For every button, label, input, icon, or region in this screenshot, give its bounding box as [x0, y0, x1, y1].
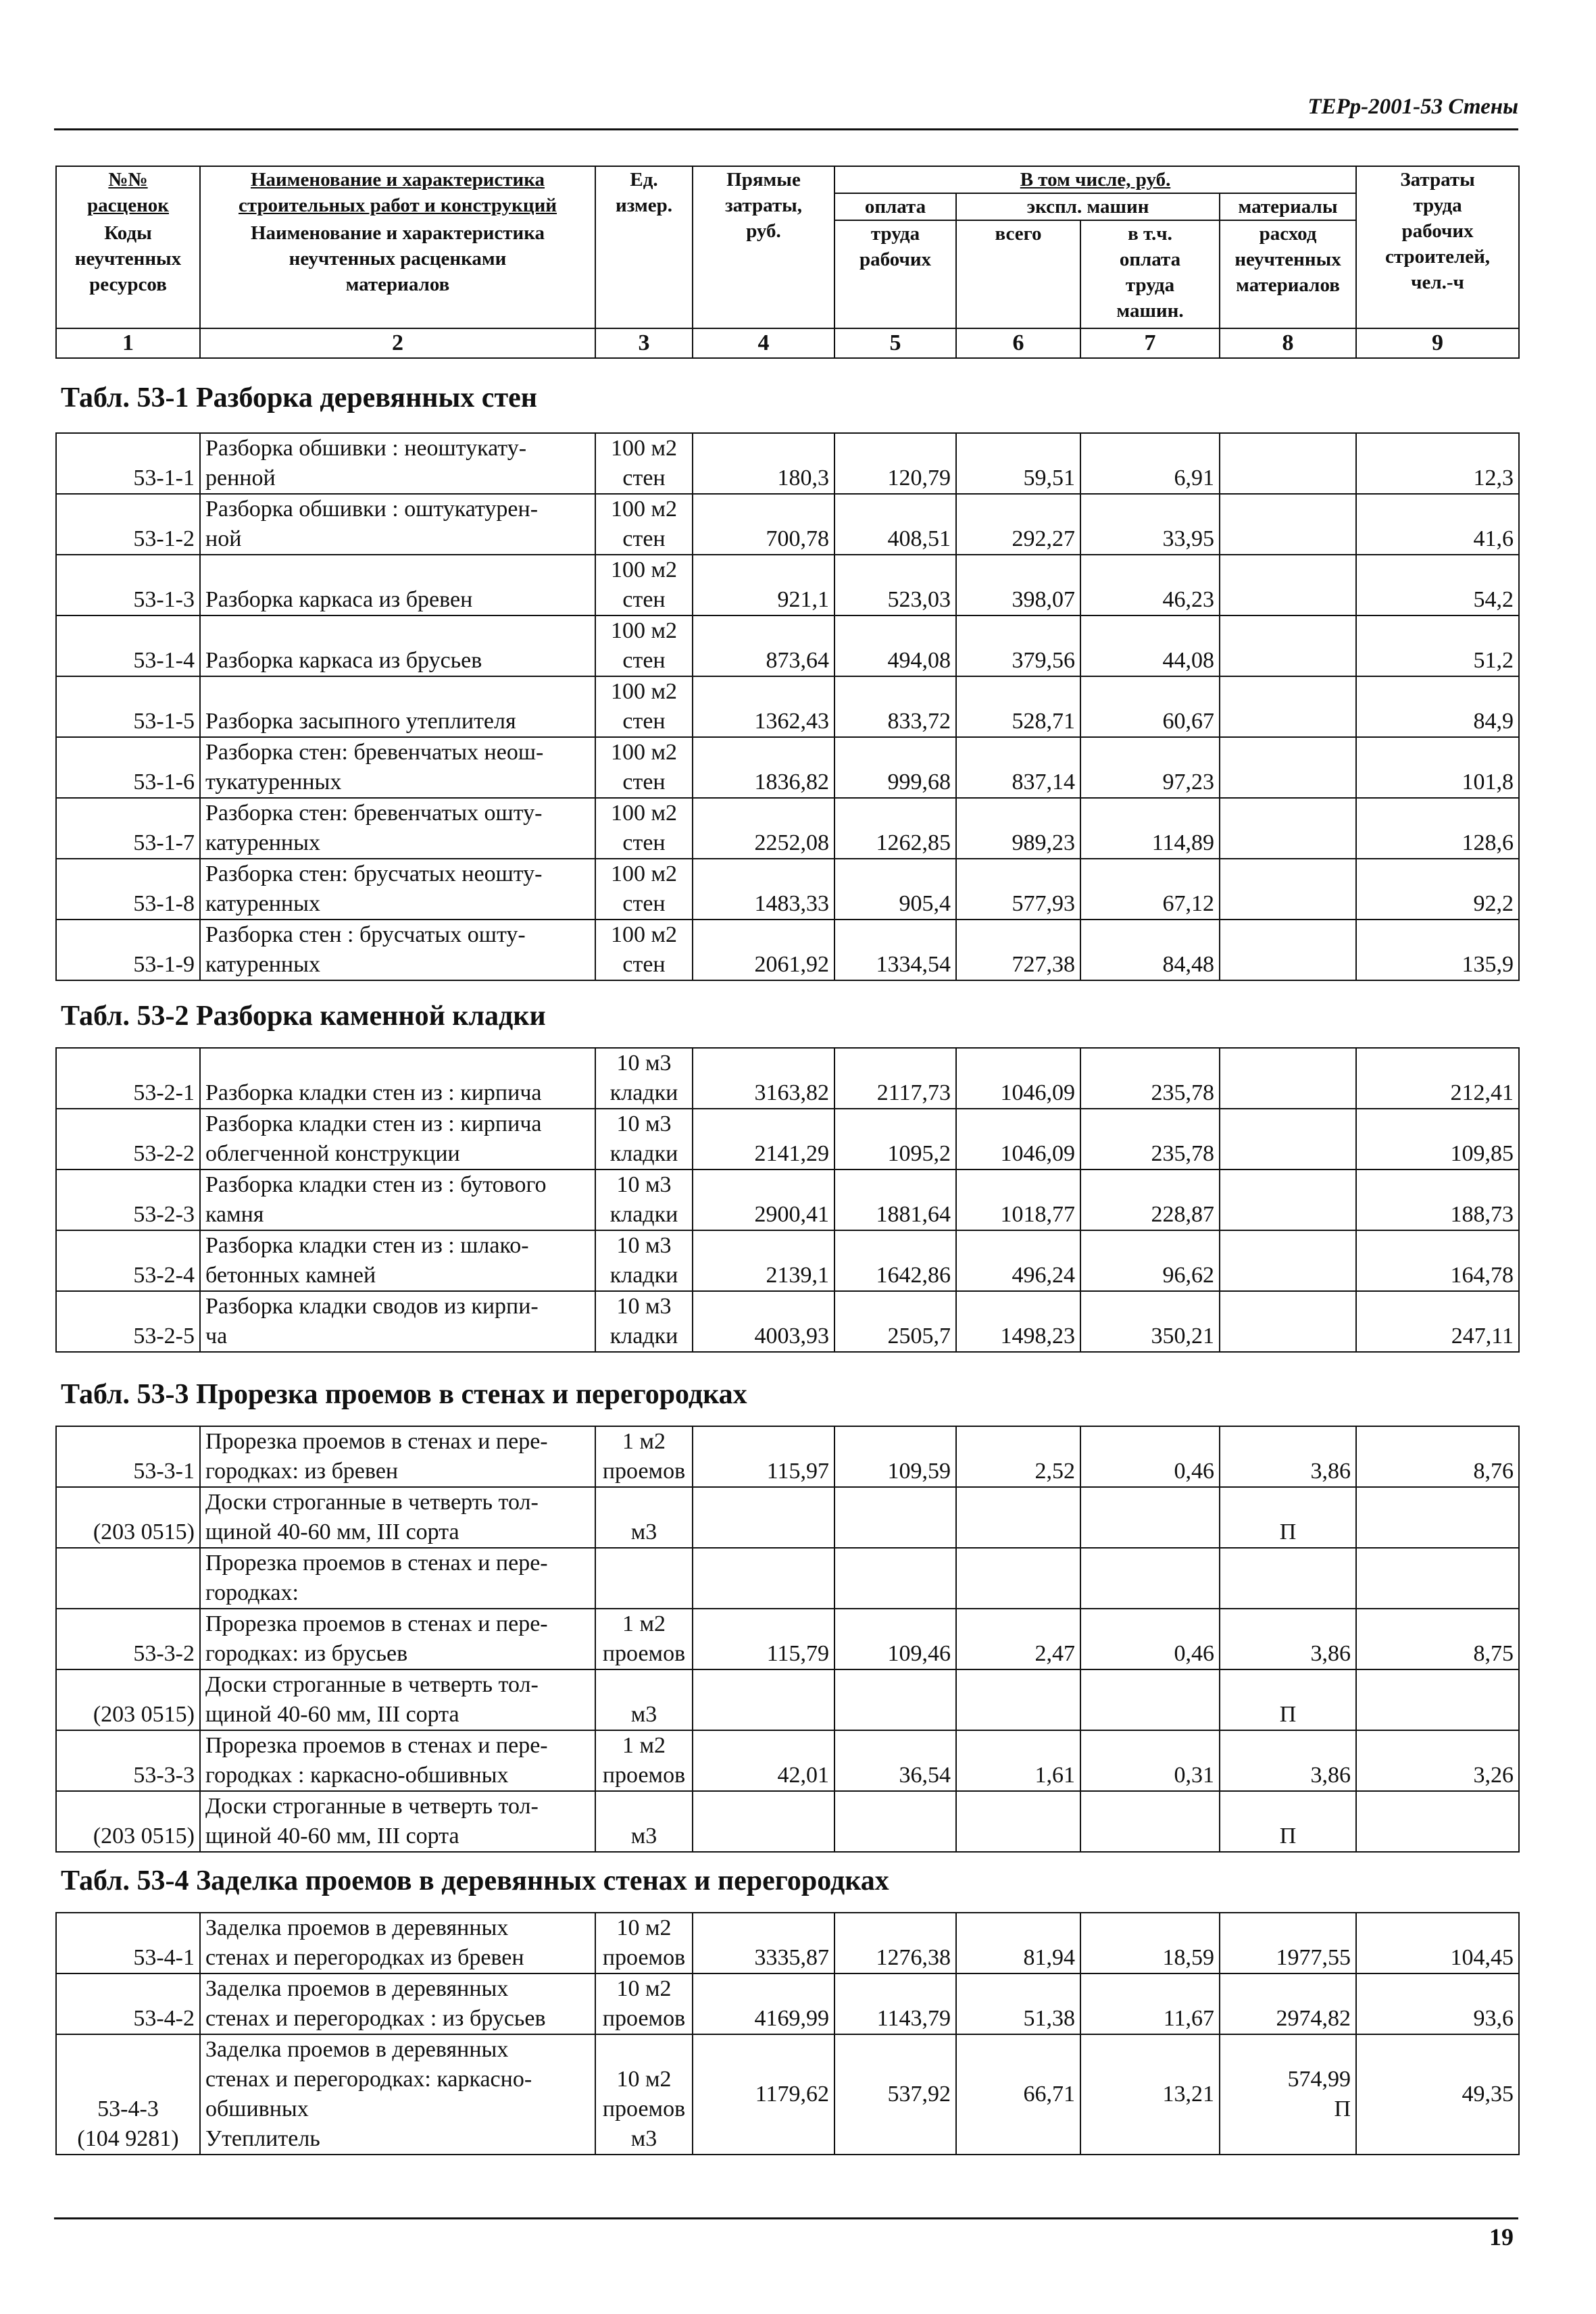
labor-hours-cell: 92,2 — [1356, 859, 1519, 920]
direct-cost-cell: 1836,82 — [693, 737, 834, 798]
section-title: Табл. 53-1 Разборка деревянных стен — [61, 382, 537, 413]
table-row — [56, 920, 1519, 980]
table-row — [56, 859, 1519, 920]
code-cell — [56, 1548, 200, 1609]
labor-cost-cell: 109,59 — [834, 1426, 956, 1487]
header-group: В том числе, руб. — [834, 166, 1356, 193]
column-number: 1 — [56, 328, 200, 358]
labor-hours-cell: 41,6 — [1356, 494, 1519, 555]
machine-cost-cell: 727,38 — [956, 920, 1080, 980]
material-cell — [1220, 555, 1356, 615]
unit-cell: 100 м2 стен — [595, 920, 693, 980]
unit-cell: м3 — [595, 1669, 693, 1730]
material-cell: 3,86 — [1220, 1426, 1356, 1487]
machine-labor-cell: 235,78 — [1080, 1048, 1220, 1109]
material-cell: П — [1220, 1669, 1356, 1730]
unit-cell: 1 м2 проемов — [595, 1609, 693, 1669]
direct-cost-cell: 2061,92 — [693, 920, 834, 980]
material-cell — [1220, 1109, 1356, 1169]
header-name: Наименование и характеристика строительных работ и конструкций — [200, 166, 595, 220]
name-cell: Разборка стен : брусчатых ошту- катуренных — [200, 920, 595, 980]
labor-hours-cell — [1356, 1548, 1519, 1609]
header-hours: Затраты труда рабочих строителей, чел.-ч — [1356, 166, 1519, 328]
section-title: Табл. 53-2 Разборка каменной кладки — [61, 1001, 546, 1032]
direct-cost-cell: 2900,41 — [693, 1169, 834, 1230]
machine-labor-cell — [1080, 1669, 1220, 1730]
material-cell — [1220, 1291, 1356, 1352]
header-mat-bottom: расход неучтенных материалов — [1220, 220, 1356, 328]
machine-labor-cell: 18,59 — [1080, 1913, 1220, 1973]
direct-cost-cell — [693, 1548, 834, 1609]
labor-hours-cell — [1356, 1669, 1519, 1730]
machine-labor-cell: 46,23 — [1080, 555, 1220, 615]
unit-cell: 100 м2 стен — [595, 859, 693, 920]
labor-hours-cell — [1356, 1791, 1519, 1852]
machine-labor-cell: 235,78 — [1080, 1109, 1220, 1169]
direct-cost-cell: 3335,87 — [693, 1913, 834, 1973]
labor-hours-cell: 54,2 — [1356, 555, 1519, 615]
machine-cost-cell — [956, 1487, 1080, 1548]
table-row — [56, 1048, 1519, 1109]
machine-labor-cell: 67,12 — [1080, 859, 1220, 920]
code-cell: (203 0515) — [56, 1487, 200, 1548]
code-cell: 53-4-1 — [56, 1913, 200, 1973]
column-number: 7 — [1080, 328, 1220, 358]
direct-cost-cell: 1362,43 — [693, 676, 834, 737]
name-cell: Заделка проемов в деревянных стенах и перегородках: каркасно- обшивных Утеплитель — [200, 2034, 595, 2155]
direct-cost-cell: 2252,08 — [693, 798, 834, 859]
labor-hours-cell: 109,85 — [1356, 1109, 1519, 1169]
material-cell: 3,86 — [1220, 1609, 1356, 1669]
column-number: 6 — [956, 328, 1080, 358]
labor-cost-cell: 1276,38 — [834, 1913, 956, 1973]
rates-table — [55, 1426, 1520, 1853]
code-cell: 53-2-1 — [56, 1048, 200, 1109]
material-cell — [1220, 676, 1356, 737]
labor-cost-cell — [834, 1791, 956, 1852]
direct-cost-cell: 3163,82 — [693, 1048, 834, 1109]
labor-hours-cell: 3,26 — [1356, 1730, 1519, 1791]
unit-cell: 100 м2 стен — [595, 555, 693, 615]
labor-hours-cell: 93,6 — [1356, 1973, 1519, 2034]
table-row — [56, 1913, 1519, 1973]
code-cell: 53-2-2 — [56, 1109, 200, 1169]
code-cell: 53-3-3 — [56, 1730, 200, 1791]
labor-hours-cell: 51,2 — [1356, 615, 1519, 676]
code-cell: 53-1-7 — [56, 798, 200, 859]
direct-cost-cell: 115,79 — [693, 1609, 834, 1669]
material-cell — [1220, 1048, 1356, 1109]
table-row — [56, 1548, 1519, 1609]
labor-cost-cell — [834, 1548, 956, 1609]
column-number: 2 — [200, 328, 595, 358]
labor-cost-cell: 999,68 — [834, 737, 956, 798]
code-cell: 53-1-6 — [56, 737, 200, 798]
table-row — [56, 2034, 1519, 2155]
column-number: 4 — [693, 328, 834, 358]
labor-cost-cell: 537,92 — [834, 2034, 956, 2155]
machine-labor-cell: 44,08 — [1080, 615, 1220, 676]
name-cell: Разборка стен: брусчатых неошту- катуренных — [200, 859, 595, 920]
labor-hours-cell: 128,6 — [1356, 798, 1519, 859]
table-row — [56, 1109, 1519, 1169]
machine-cost-cell — [956, 1669, 1080, 1730]
unit-cell: 100 м2 стен — [595, 615, 693, 676]
machine-labor-cell — [1080, 1487, 1220, 1548]
name-cell: Разборка стен: бревенчатых ошту- катуренных — [200, 798, 595, 859]
unit-cell: 10 м3 кладки — [595, 1291, 693, 1352]
header-mach: экспл. машин — [956, 193, 1220, 220]
header-name-bottom: Наименование и характеристика неучтенных расценками материалов — [200, 220, 595, 328]
code-cell: 53-1-1 — [56, 433, 200, 494]
labor-hours-cell: 188,73 — [1356, 1169, 1519, 1230]
page-number: 19 — [1489, 2223, 1514, 2250]
material-cell — [1220, 1548, 1356, 1609]
table-row — [56, 798, 1519, 859]
unit-cell: 1 м2 проемов — [595, 1426, 693, 1487]
machine-cost-cell: 496,24 — [956, 1230, 1080, 1291]
name-cell: Заделка проемов в деревянных стенах и перегородках из бревен — [200, 1913, 595, 1973]
column-header-table — [55, 166, 1520, 359]
code-cell: 53-3-2 — [56, 1609, 200, 1669]
name-cell: Разборка каркаса из бревен — [200, 555, 595, 615]
labor-cost-cell: 109,46 — [834, 1609, 956, 1669]
rates-table — [55, 1912, 1520, 2155]
code-cell: 53-1-4 — [56, 615, 200, 676]
name-cell: Разборка обшивки : неоштукату- ренной — [200, 433, 595, 494]
name-cell: Заделка проемов в деревянных стенах и перегородках : из брусьев — [200, 1973, 595, 2034]
column-number: 3 — [595, 328, 693, 358]
labor-cost-cell: 2117,73 — [834, 1048, 956, 1109]
machine-labor-cell: 33,95 — [1080, 494, 1220, 555]
unit-cell: 10 м3 кладки — [595, 1048, 693, 1109]
machine-cost-cell: 1018,77 — [956, 1169, 1080, 1230]
unit-cell: 100 м2 стен — [595, 433, 693, 494]
name-cell: Разборка кладки стен из : кирпича — [200, 1048, 595, 1109]
unit-cell: 1 м2 проемов — [595, 1730, 693, 1791]
running-header-title: ТЕРр-2001-53 Стены — [1307, 95, 1518, 119]
material-cell — [1220, 798, 1356, 859]
labor-cost-cell: 408,51 — [834, 494, 956, 555]
machine-labor-cell: 11,67 — [1080, 1973, 1220, 2034]
unit-cell: 100 м2 стен — [595, 676, 693, 737]
machine-labor-cell: 0,46 — [1080, 1609, 1220, 1669]
unit-cell: 100 м2 стен — [595, 737, 693, 798]
direct-cost-cell: 700,78 — [693, 494, 834, 555]
direct-cost-cell: 1179,62 — [693, 2034, 834, 2155]
code-cell: 53-1-8 — [56, 859, 200, 920]
machine-cost-cell: 837,14 — [956, 737, 1080, 798]
name-cell: Доски строганные в четверть тол- щиной 40-60 мм, III сорта — [200, 1487, 595, 1548]
header-mach-labor: в т.ч. оплата труда машин. — [1080, 220, 1220, 328]
header-unit: Ед. измер. — [595, 166, 693, 328]
code-cell: 53-2-5 — [56, 1291, 200, 1352]
machine-cost-cell: 1046,09 — [956, 1048, 1080, 1109]
table-row — [56, 1609, 1519, 1669]
material-cell — [1220, 433, 1356, 494]
table-row — [56, 737, 1519, 798]
name-cell: Доски строганные в четверть тол- щиной 40-60 мм, III сорта — [200, 1669, 595, 1730]
section-title: Табл. 53-3 Прорезка проемов в стенах и перегородках — [61, 1379, 747, 1410]
labor-hours-cell: 49,35 — [1356, 2034, 1519, 2155]
labor-hours-cell: 104,45 — [1356, 1913, 1519, 1973]
footer-rule — [54, 2217, 1518, 2219]
labor-cost-cell: 120,79 — [834, 433, 956, 494]
unit-cell: 100 м2 стен — [595, 494, 693, 555]
code-cell: (203 0515) — [56, 1669, 200, 1730]
labor-hours-cell: 135,9 — [1356, 920, 1519, 980]
unit-cell: 10 м2 проемов — [595, 1973, 693, 2034]
table-row — [56, 1791, 1519, 1852]
labor-hours-cell: 212,41 — [1356, 1048, 1519, 1109]
name-cell: Разборка кладки стен из : шлако- бетонных камней — [200, 1230, 595, 1291]
machine-labor-cell: 13,21 — [1080, 2034, 1220, 2155]
unit-cell: м3 — [595, 1487, 693, 1548]
table-row — [56, 433, 1519, 494]
labor-hours-cell: 164,78 — [1356, 1230, 1519, 1291]
material-cell — [1220, 920, 1356, 980]
name-cell: Разборка засыпного утеплителя — [200, 676, 595, 737]
name-cell: Разборка стен: бревенчатых неош- тукатуренных — [200, 737, 595, 798]
labor-cost-cell: 1881,64 — [834, 1169, 956, 1230]
direct-cost-cell: 4169,99 — [693, 1973, 834, 2034]
labor-cost-cell — [834, 1487, 956, 1548]
material-cell — [1220, 1230, 1356, 1291]
table-row — [56, 494, 1519, 555]
name-cell: Прорезка проемов в стенах и пере- городках: из бревен — [200, 1426, 595, 1487]
table-row — [56, 1730, 1519, 1791]
unit-cell: м3 — [595, 1791, 693, 1852]
unit-cell — [595, 1548, 693, 1609]
labor-hours-cell: 8,76 — [1356, 1426, 1519, 1487]
machine-labor-cell: 228,87 — [1080, 1169, 1220, 1230]
labor-cost-cell: 1262,85 — [834, 798, 956, 859]
material-cell — [1220, 494, 1356, 555]
material-cell — [1220, 859, 1356, 920]
rates-table — [55, 1047, 1520, 1353]
direct-cost-cell: 1483,33 — [693, 859, 834, 920]
labor-cost-cell: 833,72 — [834, 676, 956, 737]
name-cell: Доски строганные в четверть тол- щиной 40-60 мм, III сорта — [200, 1791, 595, 1852]
code-cell: 53-1-2 — [56, 494, 200, 555]
name-cell: Разборка кладки стен из : бутового камня — [200, 1169, 595, 1230]
machine-cost-cell: 66,71 — [956, 2034, 1080, 2155]
labor-cost-cell: 36,54 — [834, 1730, 956, 1791]
machine-labor-cell: 84,48 — [1080, 920, 1220, 980]
unit-cell: 10 м3 кладки — [595, 1169, 693, 1230]
machine-cost-cell: 292,27 — [956, 494, 1080, 555]
labor-hours-cell: 84,9 — [1356, 676, 1519, 737]
table-row — [56, 1487, 1519, 1548]
material-cell — [1220, 1169, 1356, 1230]
machine-cost-cell: 379,56 — [956, 615, 1080, 676]
machine-cost-cell: 1,61 — [956, 1730, 1080, 1791]
name-cell: Разборка обшивки : оштукатурен- ной — [200, 494, 595, 555]
labor-cost-cell: 1334,54 — [834, 920, 956, 980]
material-cell: 2974,82 — [1220, 1973, 1356, 2034]
machine-labor-cell: 6,91 — [1080, 433, 1220, 494]
labor-hours-cell: 12,3 — [1356, 433, 1519, 494]
header-labor-top: оплата — [834, 193, 956, 220]
unit-cell: 10 м2 проемов — [595, 1913, 693, 1973]
table-row — [56, 615, 1519, 676]
direct-cost-cell: 42,01 — [693, 1730, 834, 1791]
direct-cost-cell: 115,97 — [693, 1426, 834, 1487]
name-cell: Прорезка проемов в стенах и пере- городках : каркасно-обшивных — [200, 1730, 595, 1791]
machine-cost-cell: 2,52 — [956, 1426, 1080, 1487]
direct-cost-cell: 2141,29 — [693, 1109, 834, 1169]
labor-cost-cell: 523,03 — [834, 555, 956, 615]
code-cell: (203 0515) — [56, 1791, 200, 1852]
header-mat-top: материалы — [1220, 193, 1356, 220]
table-row — [56, 1669, 1519, 1730]
name-cell: Прорезка проемов в стенах и пере- городках: из брусьев — [200, 1609, 595, 1669]
machine-labor-cell: 97,23 — [1080, 737, 1220, 798]
header-mach-total: всего — [956, 220, 1080, 328]
table-row — [56, 1230, 1519, 1291]
code-cell: 53-1-3 — [56, 555, 200, 615]
labor-hours-cell: 247,11 — [1356, 1291, 1519, 1352]
column-number: 8 — [1220, 328, 1356, 358]
column-number: 5 — [834, 328, 956, 358]
direct-cost-cell — [693, 1669, 834, 1730]
material-cell: П — [1220, 1791, 1356, 1852]
section-title: Табл. 53-4 Заделка проемов в деревянных стенах и перегородках — [61, 1865, 889, 1896]
labor-hours-cell: 101,8 — [1356, 737, 1519, 798]
machine-cost-cell: 81,94 — [956, 1913, 1080, 1973]
material-cell — [1220, 737, 1356, 798]
labor-cost-cell: 1642,86 — [834, 1230, 956, 1291]
name-cell: Разборка кладки сводов из кирпи- ча — [200, 1291, 595, 1352]
direct-cost-cell: 2139,1 — [693, 1230, 834, 1291]
name-cell: Разборка кладки стен из : кирпича облегченной конструкции — [200, 1109, 595, 1169]
table-row — [56, 676, 1519, 737]
code-cell: 53-2-3 — [56, 1169, 200, 1230]
machine-labor-cell: 60,67 — [1080, 676, 1220, 737]
machine-labor-cell: 0,46 — [1080, 1426, 1220, 1487]
rates-table — [55, 432, 1520, 981]
header-code-bottom: Коды неучтенных ресурсов — [56, 220, 200, 328]
material-cell: 3,86 — [1220, 1730, 1356, 1791]
column-number: 9 — [1356, 328, 1519, 358]
direct-cost-cell: 873,64 — [693, 615, 834, 676]
machine-labor-cell: 114,89 — [1080, 798, 1220, 859]
direct-cost-cell: 180,3 — [693, 433, 834, 494]
labor-cost-cell — [834, 1669, 956, 1730]
unit-cell: 100 м2 стен — [595, 798, 693, 859]
header-labor-bottom: труда рабочих — [834, 220, 956, 328]
code-cell: 53-2-4 — [56, 1230, 200, 1291]
labor-hours-cell — [1356, 1487, 1519, 1548]
machine-cost-cell: 398,07 — [956, 555, 1080, 615]
direct-cost-cell — [693, 1791, 834, 1852]
machine-cost-cell — [956, 1548, 1080, 1609]
unit-cell: 10 м3 кладки — [595, 1109, 693, 1169]
material-cell — [1220, 615, 1356, 676]
code-cell: 53-3-1 — [56, 1426, 200, 1487]
machine-cost-cell: 528,71 — [956, 676, 1080, 737]
machine-cost-cell: 59,51 — [956, 433, 1080, 494]
machine-labor-cell: 0,31 — [1080, 1730, 1220, 1791]
table-row — [56, 1426, 1519, 1487]
machine-labor-cell — [1080, 1791, 1220, 1852]
code-cell: 53-4-3 (104 9281) — [56, 2034, 200, 2155]
code-cell: 53-4-2 — [56, 1973, 200, 2034]
header-direct: Прямые затраты, руб. — [693, 166, 834, 328]
labor-cost-cell: 2505,7 — [834, 1291, 956, 1352]
material-cell: 1977,55 — [1220, 1913, 1356, 1973]
labor-hours-cell: 8,75 — [1356, 1609, 1519, 1669]
machine-cost-cell: 989,23 — [956, 798, 1080, 859]
table-row — [56, 555, 1519, 615]
table-row — [56, 1169, 1519, 1230]
labor-cost-cell: 905,4 — [834, 859, 956, 920]
machine-cost-cell: 1498,23 — [956, 1291, 1080, 1352]
direct-cost-cell — [693, 1487, 834, 1548]
name-cell: Прорезка проемов в стенах и пере- городках: — [200, 1548, 595, 1609]
direct-cost-cell: 4003,93 — [693, 1291, 834, 1352]
unit-cell: 10 м2 проемов м3 — [595, 2034, 693, 2155]
code-cell: 53-1-5 — [56, 676, 200, 737]
code-cell: 53-1-9 — [56, 920, 200, 980]
table-row — [56, 1973, 1519, 2034]
material-cell: 574,99 П — [1220, 2034, 1356, 2155]
machine-cost-cell — [956, 1791, 1080, 1852]
unit-cell: 10 м3 кладки — [595, 1230, 693, 1291]
table-row — [56, 1291, 1519, 1352]
labor-cost-cell: 1095,2 — [834, 1109, 956, 1169]
labor-cost-cell: 1143,79 — [834, 1973, 956, 2034]
labor-cost-cell: 494,08 — [834, 615, 956, 676]
direct-cost-cell: 921,1 — [693, 555, 834, 615]
machine-cost-cell: 51,38 — [956, 1973, 1080, 2034]
machine-cost-cell: 1046,09 — [956, 1109, 1080, 1169]
material-cell: П — [1220, 1487, 1356, 1548]
machine-cost-cell: 2,47 — [956, 1609, 1080, 1669]
machine-cost-cell: 577,93 — [956, 859, 1080, 920]
machine-labor-cell — [1080, 1548, 1220, 1609]
machine-labor-cell: 350,21 — [1080, 1291, 1220, 1352]
machine-labor-cell: 96,62 — [1080, 1230, 1220, 1291]
running-header — [54, 95, 1518, 130]
name-cell: Разборка каркаса из брусьев — [200, 615, 595, 676]
header-code: №№ расценок — [56, 166, 200, 220]
